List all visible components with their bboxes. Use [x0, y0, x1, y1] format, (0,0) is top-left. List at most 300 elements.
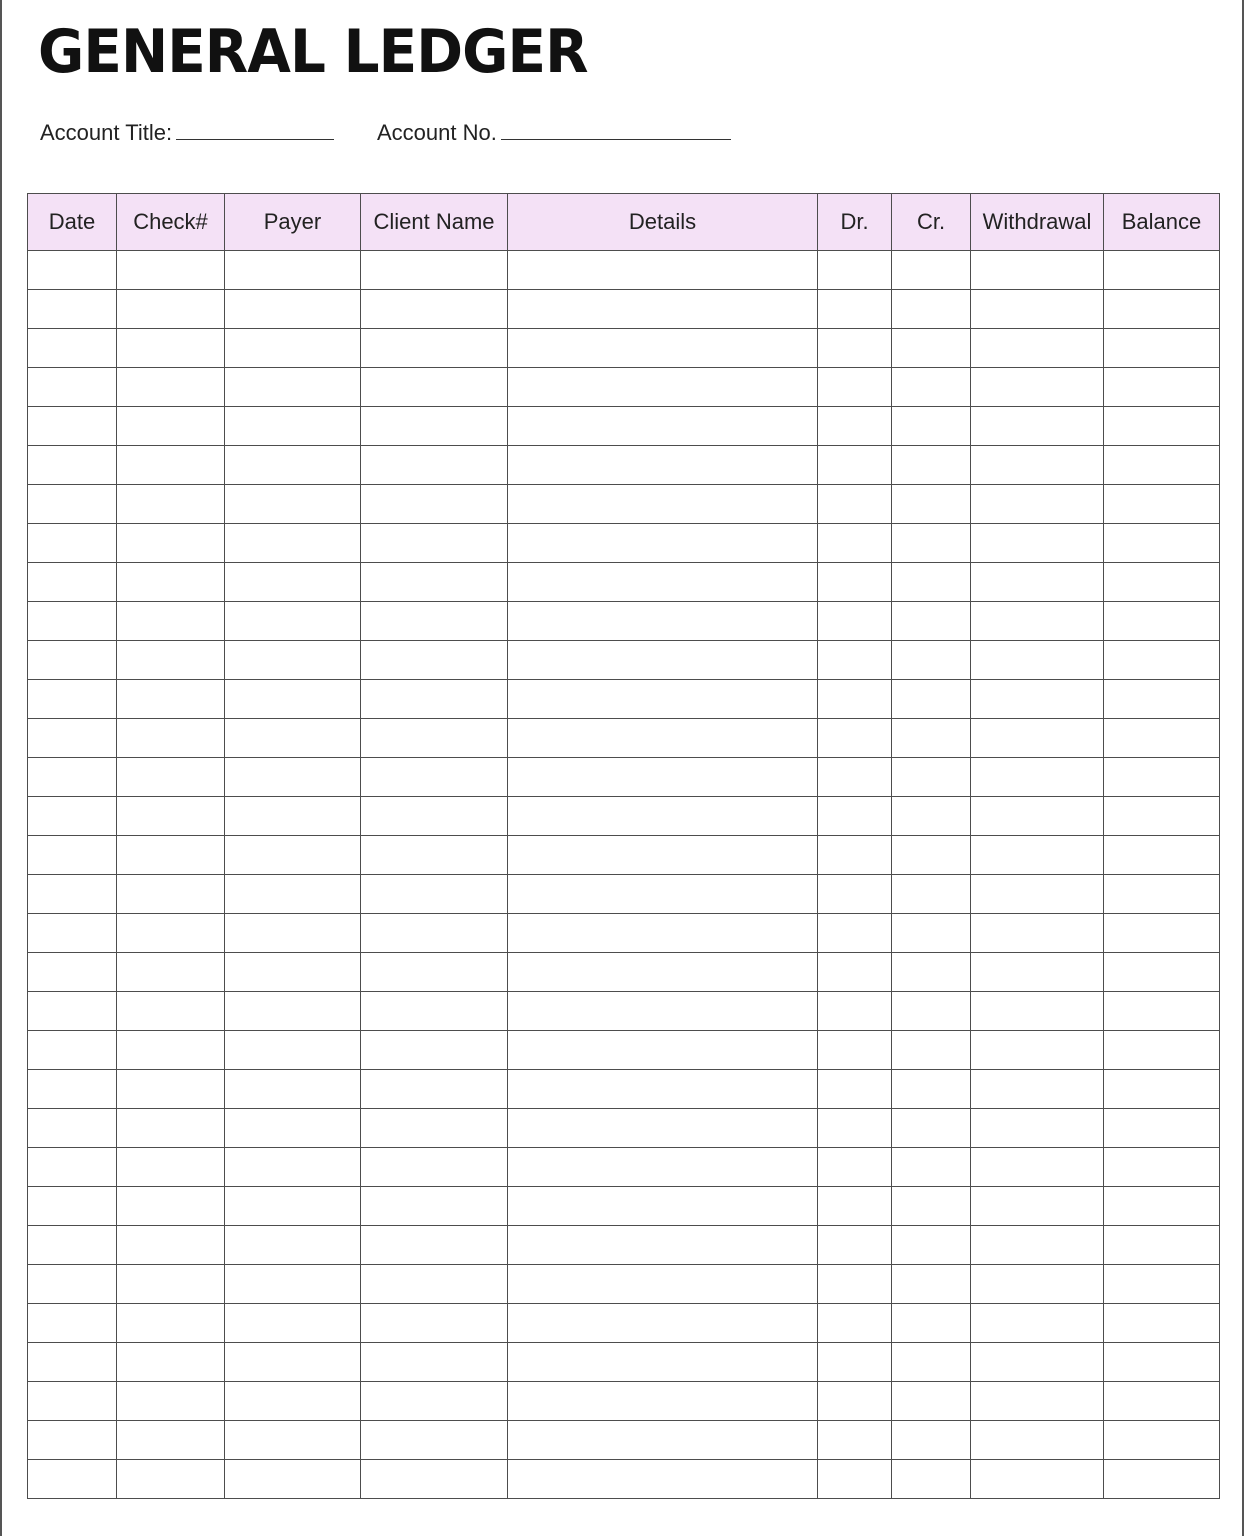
table-cell[interactable] [225, 446, 361, 485]
table-cell[interactable] [818, 836, 892, 875]
table-cell[interactable] [818, 1031, 892, 1070]
table-cell[interactable] [508, 1265, 818, 1304]
table-cell[interactable] [971, 485, 1104, 524]
table-cell[interactable] [892, 1031, 971, 1070]
table-cell[interactable] [225, 524, 361, 563]
table-cell[interactable] [117, 1109, 225, 1148]
table-cell[interactable] [508, 329, 818, 368]
table-cell[interactable] [892, 953, 971, 992]
table-cell[interactable] [1104, 914, 1220, 953]
table-row [28, 797, 1220, 836]
table-cell[interactable] [225, 641, 361, 680]
table-cell[interactable] [818, 446, 892, 485]
table-cell[interactable] [1104, 329, 1220, 368]
table-cell[interactable] [818, 680, 892, 719]
table-cell[interactable] [361, 251, 508, 290]
table-cell[interactable] [892, 1421, 971, 1460]
table-cell[interactable] [28, 1343, 117, 1382]
table-cell[interactable] [28, 797, 117, 836]
table-cell[interactable] [117, 1304, 225, 1343]
table-cell[interactable] [225, 602, 361, 641]
table-cell[interactable] [117, 1421, 225, 1460]
table-cell[interactable] [361, 524, 508, 563]
table-row [28, 680, 1220, 719]
table-cell[interactable] [1104, 875, 1220, 914]
table-cell[interactable] [818, 719, 892, 758]
table-cell[interactable] [28, 329, 117, 368]
table-cell[interactable] [28, 1109, 117, 1148]
table-cell[interactable] [971, 719, 1104, 758]
table-cell[interactable] [28, 290, 117, 329]
table-cell[interactable] [361, 407, 508, 446]
table-cell[interactable] [508, 1460, 818, 1499]
table-cell[interactable] [818, 1187, 892, 1226]
table-cell[interactable] [28, 914, 117, 953]
table-cell[interactable] [28, 1265, 117, 1304]
table-cell[interactable] [971, 446, 1104, 485]
table-cell[interactable] [117, 992, 225, 1031]
table-cell[interactable] [892, 368, 971, 407]
table-cell[interactable] [508, 1187, 818, 1226]
table-cell[interactable] [361, 446, 508, 485]
table-cell[interactable] [818, 992, 892, 1031]
table-cell[interactable] [1104, 1187, 1220, 1226]
table-cell[interactable] [892, 1382, 971, 1421]
table-cell[interactable] [971, 1070, 1104, 1109]
table-cell[interactable] [361, 641, 508, 680]
table-cell[interactable] [508, 290, 818, 329]
table-cell[interactable] [28, 368, 117, 407]
table-cell[interactable] [508, 992, 818, 1031]
table-cell[interactable] [508, 1226, 818, 1265]
table-cell[interactable] [892, 1109, 971, 1148]
table-cell[interactable] [225, 485, 361, 524]
table-cell[interactable] [28, 1070, 117, 1109]
table-cell[interactable] [117, 680, 225, 719]
table-cell[interactable] [117, 836, 225, 875]
account-no-field[interactable] [377, 118, 731, 148]
table-cell[interactable] [28, 1382, 117, 1421]
table-cell[interactable] [1104, 251, 1220, 290]
table-cell[interactable] [28, 1187, 117, 1226]
table-cell[interactable] [892, 875, 971, 914]
table-cell[interactable] [225, 914, 361, 953]
table-cell[interactable] [1104, 1148, 1220, 1187]
table-cell[interactable] [818, 1109, 892, 1148]
table-cell[interactable] [361, 602, 508, 641]
table-cell[interactable] [1104, 1304, 1220, 1343]
table-cell[interactable] [892, 446, 971, 485]
table-cell[interactable] [225, 680, 361, 719]
table-cell[interactable] [818, 329, 892, 368]
table-cell[interactable] [117, 290, 225, 329]
table-cell[interactable] [971, 602, 1104, 641]
table-cell[interactable] [361, 953, 508, 992]
table-cell[interactable] [1104, 407, 1220, 446]
table-cell[interactable] [818, 485, 892, 524]
table-cell[interactable] [117, 914, 225, 953]
table-cell[interactable] [892, 680, 971, 719]
table-cell[interactable] [892, 563, 971, 602]
table-cell[interactable] [361, 290, 508, 329]
table-cell[interactable] [971, 797, 1104, 836]
table-cell[interactable] [1104, 602, 1220, 641]
table-cell[interactable] [1104, 485, 1220, 524]
table-cell[interactable] [117, 719, 225, 758]
table-cell[interactable] [971, 1265, 1104, 1304]
table-cell[interactable] [361, 1031, 508, 1070]
table-cell[interactable] [508, 914, 818, 953]
table-cell[interactable] [117, 797, 225, 836]
table-cell[interactable] [28, 1421, 117, 1460]
table-cell[interactable] [892, 992, 971, 1031]
table-cell[interactable] [818, 914, 892, 953]
table-cell[interactable] [971, 914, 1104, 953]
table-cell[interactable] [225, 1382, 361, 1421]
table-cell[interactable] [361, 875, 508, 914]
table-cell[interactable] [28, 1304, 117, 1343]
table-cell[interactable] [28, 1148, 117, 1187]
account-no-label: Account No. [377, 120, 497, 145]
table-cell[interactable] [361, 1148, 508, 1187]
table-cell[interactable] [28, 641, 117, 680]
table-cell[interactable] [28, 758, 117, 797]
table-cell[interactable] [818, 1265, 892, 1304]
table-cell[interactable] [971, 1148, 1104, 1187]
table-cell[interactable] [892, 407, 971, 446]
table-cell[interactable] [508, 953, 818, 992]
table-cell[interactable] [971, 992, 1104, 1031]
table-cell[interactable] [1104, 1265, 1220, 1304]
table-cell[interactable] [225, 251, 361, 290]
table-cell[interactable] [892, 641, 971, 680]
table-cell[interactable] [508, 407, 818, 446]
table-cell[interactable] [971, 875, 1104, 914]
table-cell[interactable] [117, 1265, 225, 1304]
table-cell[interactable] [28, 875, 117, 914]
table-cell[interactable] [225, 875, 361, 914]
table-cell[interactable] [971, 1304, 1104, 1343]
table-cell[interactable] [818, 953, 892, 992]
table-cell[interactable] [971, 836, 1104, 875]
table-cell[interactable] [818, 1382, 892, 1421]
table-cell[interactable] [361, 836, 508, 875]
table-cell[interactable] [361, 1343, 508, 1382]
table-cell[interactable] [225, 1070, 361, 1109]
table-cell[interactable] [818, 1343, 892, 1382]
table-cell[interactable] [117, 758, 225, 797]
table-cell[interactable] [971, 1343, 1104, 1382]
table-cell[interactable] [117, 563, 225, 602]
table-cell[interactable] [1104, 953, 1220, 992]
table-cell[interactable] [225, 1265, 361, 1304]
table-cell[interactable] [971, 251, 1104, 290]
table-cell[interactable] [971, 1109, 1104, 1148]
table-cell[interactable] [818, 1421, 892, 1460]
table-cell[interactable] [117, 1460, 225, 1499]
account-no-blank-line[interactable] [501, 119, 731, 140]
table-cell[interactable] [28, 680, 117, 719]
table-cell[interactable] [508, 641, 818, 680]
table-cell[interactable] [28, 446, 117, 485]
table-cell[interactable] [28, 602, 117, 641]
table-cell[interactable] [818, 1460, 892, 1499]
table-cell[interactable] [818, 290, 892, 329]
table-cell[interactable] [117, 1382, 225, 1421]
table-cell[interactable] [892, 836, 971, 875]
table-cell[interactable] [508, 1070, 818, 1109]
table-cell[interactable] [1104, 368, 1220, 407]
table-cell[interactable] [971, 758, 1104, 797]
table-cell[interactable] [28, 407, 117, 446]
table-cell[interactable] [28, 251, 117, 290]
table-cell[interactable] [28, 1031, 117, 1070]
table-cell[interactable] [818, 641, 892, 680]
table-cell[interactable] [818, 563, 892, 602]
table-cell[interactable] [28, 485, 117, 524]
table-cell[interactable] [1104, 1421, 1220, 1460]
table-cell[interactable] [28, 953, 117, 992]
table-row [28, 329, 1220, 368]
table-cell[interactable] [1104, 1382, 1220, 1421]
table-cell[interactable] [225, 758, 361, 797]
table-cell[interactable] [1104, 446, 1220, 485]
table-cell[interactable] [225, 1148, 361, 1187]
table-cell[interactable] [361, 680, 508, 719]
table-cell[interactable] [117, 524, 225, 563]
table-cell[interactable] [818, 368, 892, 407]
table-cell[interactable] [225, 563, 361, 602]
table-cell[interactable] [508, 836, 818, 875]
table-cell[interactable] [361, 329, 508, 368]
table-cell[interactable] [892, 1226, 971, 1265]
table-cell[interactable] [971, 1382, 1104, 1421]
table-cell[interactable] [1104, 641, 1220, 680]
table-cell[interactable] [117, 446, 225, 485]
table-cell[interactable] [361, 992, 508, 1031]
table-cell[interactable] [28, 524, 117, 563]
table-cell[interactable] [225, 719, 361, 758]
table-cell[interactable] [971, 524, 1104, 563]
table-cell[interactable] [225, 407, 361, 446]
table-cell[interactable] [361, 914, 508, 953]
table-cell[interactable] [1104, 1031, 1220, 1070]
table-cell[interactable] [1104, 836, 1220, 875]
table-cell[interactable] [117, 602, 225, 641]
table-cell[interactable] [361, 758, 508, 797]
table-cell[interactable] [117, 1031, 225, 1070]
table-cell[interactable] [361, 368, 508, 407]
table-cell[interactable] [892, 758, 971, 797]
table-cell[interactable] [508, 758, 818, 797]
table-cell[interactable] [225, 1460, 361, 1499]
table-cell[interactable] [818, 758, 892, 797]
table-cell[interactable] [892, 797, 971, 836]
table-cell[interactable] [117, 1070, 225, 1109]
column-header-date: Date [28, 194, 117, 251]
table-cell[interactable] [508, 1148, 818, 1187]
table-cell[interactable] [1104, 680, 1220, 719]
table-cell[interactable] [971, 641, 1104, 680]
table-cell[interactable] [818, 1148, 892, 1187]
table-cell[interactable] [508, 446, 818, 485]
table-cell[interactable] [892, 1148, 971, 1187]
table-cell[interactable] [892, 1343, 971, 1382]
table-cell[interactable] [361, 485, 508, 524]
table-cell[interactable] [225, 1109, 361, 1148]
table-cell[interactable] [892, 1070, 971, 1109]
table-cell[interactable] [117, 1343, 225, 1382]
table-cell[interactable] [508, 368, 818, 407]
table-cell[interactable] [1104, 992, 1220, 1031]
table-cell[interactable] [361, 1304, 508, 1343]
table-cell[interactable] [892, 290, 971, 329]
table-cell[interactable] [892, 719, 971, 758]
table-cell[interactable] [508, 602, 818, 641]
table-cell[interactable] [361, 1187, 508, 1226]
table-cell[interactable] [28, 836, 117, 875]
table-cell[interactable] [508, 563, 818, 602]
table-cell[interactable] [225, 368, 361, 407]
table-cell[interactable] [508, 680, 818, 719]
table-cell[interactable] [361, 563, 508, 602]
table-cell[interactable] [117, 407, 225, 446]
table-cell[interactable] [1104, 719, 1220, 758]
table-cell[interactable] [361, 719, 508, 758]
table-cell[interactable] [1104, 290, 1220, 329]
table-cell[interactable] [508, 1109, 818, 1148]
table-cell[interactable] [361, 1265, 508, 1304]
table-cell[interactable] [1104, 797, 1220, 836]
table-cell[interactable] [1104, 524, 1220, 563]
table-cell[interactable] [892, 251, 971, 290]
table-cell[interactable] [1104, 758, 1220, 797]
table-cell[interactable] [818, 1070, 892, 1109]
table-cell[interactable] [818, 875, 892, 914]
table-cell[interactable] [892, 329, 971, 368]
table-cell[interactable] [508, 524, 818, 563]
table-cell[interactable] [1104, 1226, 1220, 1265]
table-cell[interactable] [361, 797, 508, 836]
table-cell[interactable] [971, 368, 1104, 407]
table-cell[interactable] [892, 524, 971, 563]
table-cell[interactable] [1104, 1070, 1220, 1109]
table-cell[interactable] [892, 1187, 971, 1226]
table-cell[interactable] [28, 1460, 117, 1499]
table-cell[interactable] [818, 407, 892, 446]
table-cell[interactable] [117, 368, 225, 407]
table-cell[interactable] [28, 719, 117, 758]
table-cell[interactable] [508, 1031, 818, 1070]
table-cell[interactable] [361, 1070, 508, 1109]
table-cell[interactable] [508, 1382, 818, 1421]
table-cell[interactable] [1104, 563, 1220, 602]
table-cell[interactable] [971, 290, 1104, 329]
table-cell[interactable] [892, 602, 971, 641]
table-cell[interactable] [508, 1343, 818, 1382]
column-header-withdrawal: Withdrawal [971, 194, 1104, 251]
table-cell[interactable] [225, 290, 361, 329]
table-cell[interactable] [225, 797, 361, 836]
table-cell[interactable] [971, 1031, 1104, 1070]
table-cell[interactable] [818, 602, 892, 641]
table-cell[interactable] [225, 953, 361, 992]
table-cell[interactable] [361, 1421, 508, 1460]
table-cell[interactable] [971, 329, 1104, 368]
table-cell[interactable] [508, 485, 818, 524]
table-cell[interactable] [117, 875, 225, 914]
table-cell[interactable] [818, 1304, 892, 1343]
account-title-field[interactable] [40, 118, 334, 148]
table-cell[interactable] [28, 1226, 117, 1265]
table-cell[interactable] [971, 953, 1104, 992]
table-cell[interactable] [892, 485, 971, 524]
table-cell[interactable] [971, 563, 1104, 602]
table-cell[interactable] [892, 914, 971, 953]
table-cell[interactable] [361, 1109, 508, 1148]
table-cell[interactable] [28, 563, 117, 602]
table-cell[interactable] [892, 1460, 971, 1499]
table-cell[interactable] [225, 1031, 361, 1070]
table-cell[interactable] [225, 1226, 361, 1265]
table-cell[interactable] [117, 485, 225, 524]
table-cell[interactable] [225, 1304, 361, 1343]
table-cell[interactable] [117, 953, 225, 992]
table-cell[interactable] [28, 992, 117, 1031]
table-cell[interactable] [892, 1304, 971, 1343]
table-cell[interactable] [818, 1226, 892, 1265]
table-cell[interactable] [117, 329, 225, 368]
table-cell[interactable] [892, 1265, 971, 1304]
table-cell[interactable] [1104, 1109, 1220, 1148]
column-header-client-name: Client Name [361, 194, 508, 251]
table-cell[interactable] [508, 797, 818, 836]
table-cell[interactable] [1104, 1343, 1220, 1382]
table-cell[interactable] [225, 1187, 361, 1226]
table-cell[interactable] [971, 1460, 1104, 1499]
table-cell[interactable] [818, 251, 892, 290]
table-cell[interactable] [361, 1226, 508, 1265]
table-cell[interactable] [971, 680, 1104, 719]
table-cell[interactable] [818, 797, 892, 836]
table-cell[interactable] [225, 329, 361, 368]
table-cell[interactable] [818, 524, 892, 563]
table-cell[interactable] [971, 407, 1104, 446]
table-cell[interactable] [117, 1226, 225, 1265]
table-cell[interactable] [117, 1187, 225, 1226]
table-cell[interactable] [508, 875, 818, 914]
table-cell[interactable] [361, 1460, 508, 1499]
table-cell[interactable] [225, 1343, 361, 1382]
table-cell[interactable] [225, 992, 361, 1031]
table-cell[interactable] [117, 641, 225, 680]
table-cell[interactable] [225, 1421, 361, 1460]
table-cell[interactable] [361, 1382, 508, 1421]
table-cell[interactable] [117, 251, 225, 290]
table-cell[interactable] [971, 1187, 1104, 1226]
page-title: GENERAL LEDGER [38, 17, 588, 87]
table-cell[interactable] [1104, 1460, 1220, 1499]
table-cell[interactable] [508, 1304, 818, 1343]
table-cell[interactable] [508, 1421, 818, 1460]
table-cell[interactable] [225, 836, 361, 875]
table-cell[interactable] [508, 719, 818, 758]
account-title-blank-line[interactable] [176, 119, 334, 140]
table-cell[interactable] [971, 1226, 1104, 1265]
table-cell[interactable] [508, 251, 818, 290]
table-cell[interactable] [117, 1148, 225, 1187]
table-cell[interactable] [971, 1421, 1104, 1460]
